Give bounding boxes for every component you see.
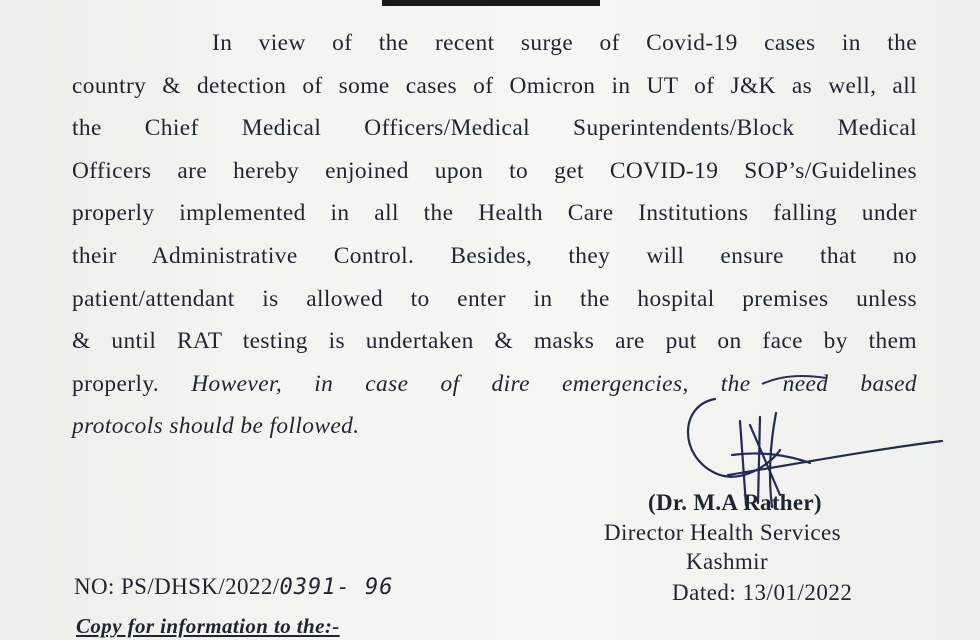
signatory-place: Kashmir [686,549,769,574]
body-line-4: Officers are hereby enjoined upon to get COVID-19 SOP’s/Guidelines [72,157,917,184]
reference-handwritten: 0391- 96 [279,575,394,600]
reference-number [74,574,394,600]
signatory-name: (Dr. M.A Rather) [648,490,822,515]
reference-prefix: NO: PS/DHSK/2022/ [74,574,280,599]
signatory-title: Director Health Services [604,520,841,545]
body-line-2: country & detection of some cases of Omicron in UT of J&K as well, all [72,72,917,99]
handwritten-strike-mark [760,362,830,392]
body-line-6: their Administrative Control. Besides, they will ensure that no [72,242,917,269]
body-line-8: & until RAT testing is undertaken & masks are put on face by them [72,328,917,355]
body-line-3: the Chief Medical Officers/Medical Superintendents/Block Medical [72,115,917,142]
header-rule [382,0,600,6]
copy-heading: Copy for information to the:- [76,614,340,638]
body-line-7: patient/attendant is allowed to enter in the hospital premises unless [72,285,917,312]
body-line-5: properly implemented in all the Health Care Institutions falling under [72,200,917,227]
issue-date: Dated: 13/01/2022 [672,580,853,605]
body-line-9-normal: properly. [72,370,160,397]
body-line-9-italic: However, in case of dire emergencies, the need based [191,370,917,397]
body-line-1: In view of the recent surge of Covid-19 cases in the [212,30,917,56]
body-line-10: protocols should be followed. [72,413,360,440]
